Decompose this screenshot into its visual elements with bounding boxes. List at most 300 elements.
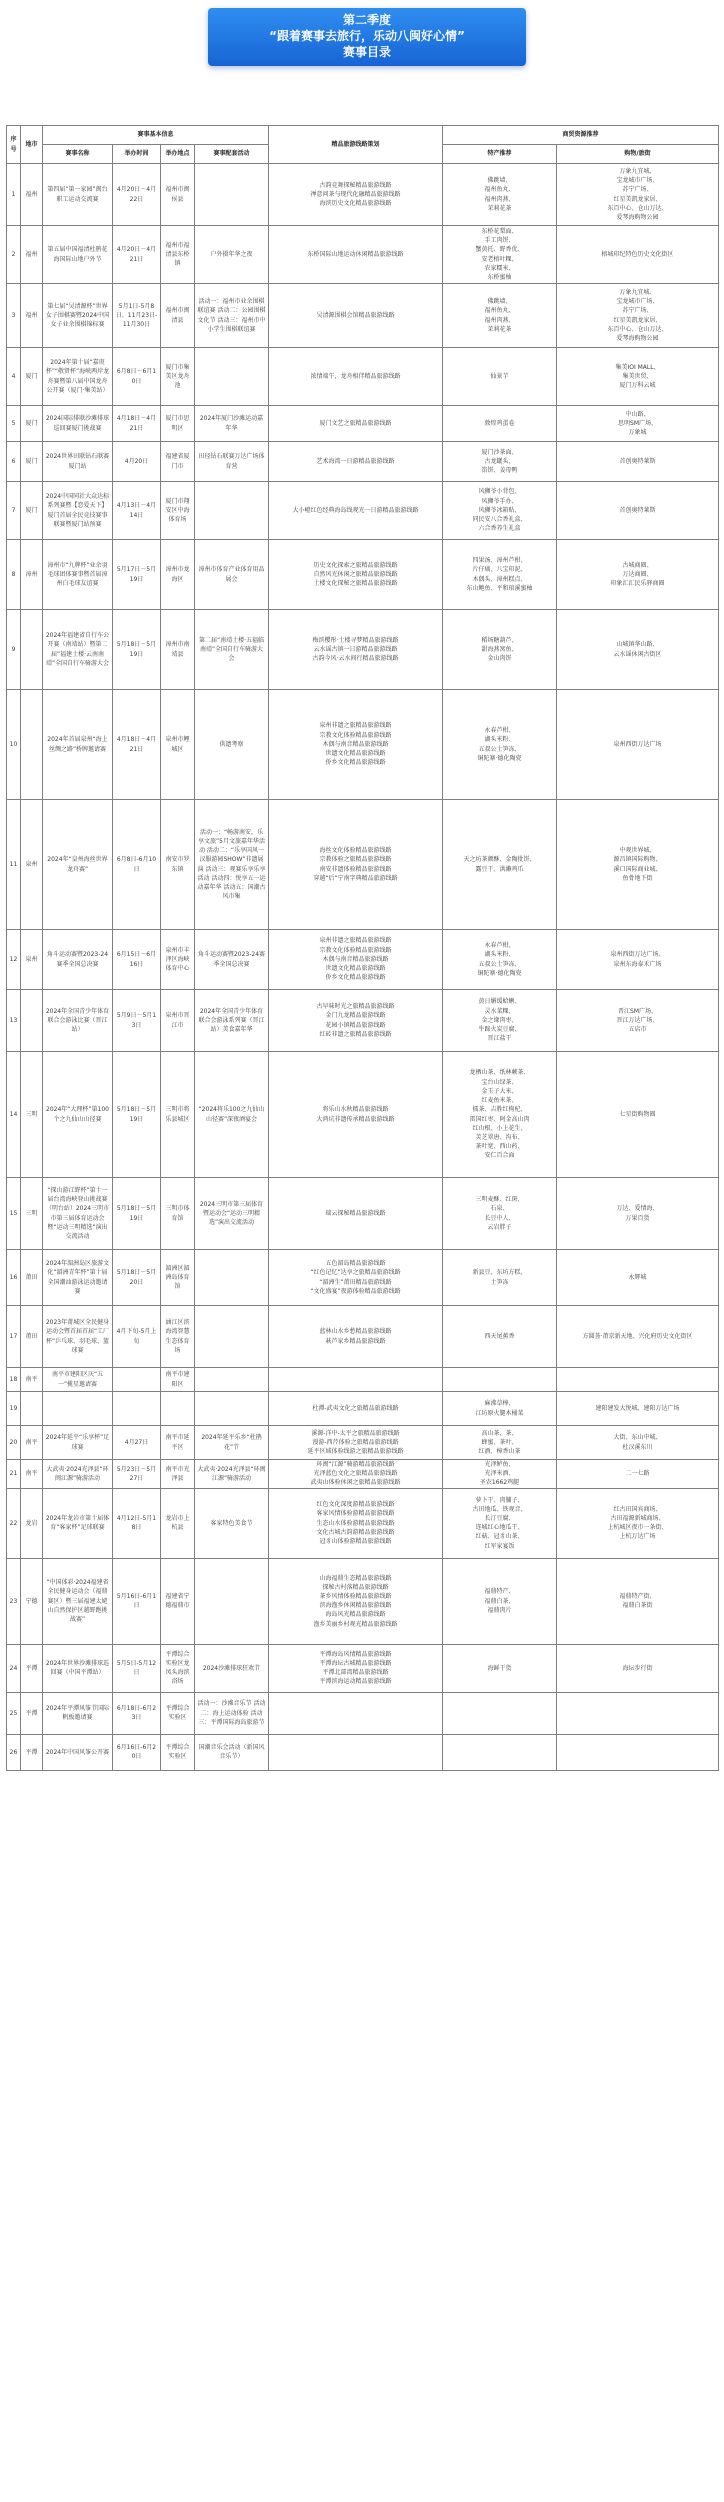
cell-route-line: 世遗文化精品旅游线路 <box>325 750 386 758</box>
cell-shopping-line: 万象九宜城、 <box>619 288 656 296</box>
cell-shopping <box>557 1052 719 1178</box>
header-place: 举办地点 <box>161 145 195 164</box>
cell-index: 12 <box>7 930 21 990</box>
cell-shopping-line: 集美IOI MALL、 <box>615 363 660 371</box>
cell-shopping-line: 鱼骨地下街 <box>622 874 653 882</box>
cell-index: 10 <box>7 690 21 800</box>
cell-route <box>269 1558 443 1644</box>
cell-products-line: 铜陀寨·德化陶瓷 <box>477 969 522 977</box>
cell-shopping-line: 永辉城 <box>628 1273 647 1281</box>
cell-route-line: 梅滨樱彤·土楼寻梦精品旅游线路 <box>312 636 399 644</box>
cell-name: 2024年中国风筝公开赛 <box>43 1734 113 1770</box>
cell-index: 25 <box>7 1692 21 1734</box>
page-header <box>0 8 724 80</box>
cell-products <box>443 482 557 540</box>
cell-products-line: 福州鱼丸、 <box>484 186 515 194</box>
cell-route-line: 红砖非遗之旅精品旅游线路 <box>319 1030 392 1038</box>
table-row <box>7 1644 719 1692</box>
cell-route-line: 大小嶝红色经典海岛线观光一日游精品旅游线路 <box>292 506 419 514</box>
cell-shopping-line: 爱琴海购物公园 <box>616 213 659 221</box>
cell-place: 漳州市龙海区 <box>161 540 195 610</box>
cell-route-line: 将乐山水秋精品旅游线路 <box>322 1106 389 1114</box>
cell-shopping-line: 红古田国宾商场、 <box>613 1505 662 1513</box>
cell-products <box>443 1460 557 1489</box>
cell-route <box>269 1368 443 1392</box>
header-name: 赛事名称 <box>43 145 113 164</box>
cell-products-line: 茉莉花茶 <box>487 204 512 212</box>
cell-route-line: 溪源-洋中-太平之旅精品旅游线路 <box>311 1429 400 1437</box>
cell-products-line: 擂茶、吉胜红枸杞、 <box>472 1106 527 1114</box>
cell-route <box>269 1178 443 1250</box>
cell-products-line: 厦门沙茶面、 <box>481 448 518 456</box>
cell-name: 漳州市“九牌杯”业余羽毛球团体赛事暨首届漳州白毛球友谊赛 <box>43 540 113 610</box>
cell-products-line: 晋江盐干 <box>487 1035 512 1043</box>
cell-city <box>21 610 43 690</box>
cell-time: 5月17日－5月19日 <box>113 540 161 610</box>
cell-products-line: 露豆干、洪濑鸡爪 <box>475 865 524 873</box>
cell-support <box>195 482 269 540</box>
table-row <box>7 284 719 348</box>
cell-products-line: 风狮爷冰箱贴、 <box>478 506 521 514</box>
table-row <box>7 1052 719 1178</box>
cell-products-line: 蜂蜜、茶叶、 <box>481 1438 518 1446</box>
table-row <box>7 482 719 540</box>
table-row <box>7 1306 719 1368</box>
cell-time: 5月23日－5月27日 <box>113 1460 161 1489</box>
table-row <box>7 1392 719 1426</box>
cell-support: 客家特色美食节 <box>195 1488 269 1558</box>
cell-products-line: 福州鱼丸、 <box>484 307 515 315</box>
cell-shopping <box>557 1306 719 1368</box>
cell-route-line: 延平区域体验线游之旅精品旅游线路 <box>307 1448 404 1456</box>
cell-shopping <box>557 1250 719 1306</box>
cell-route-line: 萩芦家乡精品旅游线路 <box>325 1337 386 1345</box>
cell-time: 5月18日－5月19日 <box>113 1052 161 1178</box>
cell-route-line: 茶乡风情体验精品旅游线路 <box>319 1592 392 1600</box>
cell-route-line: 古早味时光之旅精品旅游线路 <box>316 1003 395 1011</box>
cell-place: 泉州市晋江市 <box>161 990 195 1052</box>
cell-route-line: 东桥国际山地运动休闲精品旅游线路 <box>307 250 404 258</box>
cell-products-line: 馅饼、姜母鸭 <box>481 467 518 475</box>
cell-products-line: 云岩胖子 <box>487 1223 512 1231</box>
cell-time: 5月16日-6月1日 <box>113 1558 161 1644</box>
cell-shopping-line: 宝龙城市广场、 <box>616 177 659 185</box>
cell-support: 2024三明市第三届体育暨运动会“运动三明精选”演出交流活动 <box>195 1178 269 1250</box>
title-banner <box>208 8 526 66</box>
cell-products <box>443 1368 557 1392</box>
cell-route-line: 漫游-西芹体验之旅精品旅游线路 <box>312 1438 399 1446</box>
cell-route-line: 浓情端午，龙舟相伴精品旅游线路 <box>310 372 401 380</box>
cell-products-line: 茉莉花茶 <box>487 325 512 333</box>
table-row <box>7 1368 719 1392</box>
cell-products-line: 风狮爷小背包、 <box>478 488 521 496</box>
cell-route <box>269 406 443 442</box>
cell-support: 漳州市体育产业体育用品展会 <box>195 540 269 610</box>
cell-products-line: 五叔公土笋冻、 <box>478 960 521 968</box>
cell-shopping-line: 万象九宜城、 <box>619 167 656 175</box>
cell-place <box>161 1392 195 1426</box>
cell-name: 2023年莆城区全民健身运动会暨首届首届“工厂杯”乒乓球、羽毛球、篮球赛 <box>43 1306 113 1368</box>
cell-shopping-line: 杜汉溪东川 <box>622 1443 653 1451</box>
event-table <box>6 125 719 1771</box>
cell-shopping <box>557 800 719 930</box>
cell-support: 大武夷·2024光泽县“环闽江源”骑游活动 <box>195 1460 269 1489</box>
cell-route-line: 吴清源围棋会馆精品旅游线路 <box>316 311 395 319</box>
cell-index: 16 <box>7 1250 21 1306</box>
cell-time: 6月18日-6月23日 <box>113 1692 161 1734</box>
cell-shopping-line: 中山路、 <box>625 410 650 418</box>
cell-route-line: 海丝文化体验精品旅游线路 <box>319 847 392 855</box>
cell-shopping-line: 榕城印纪特色历史文化街区 <box>601 250 674 258</box>
cell-route-line: 光泽蓝色文化之旅精品旅游线路 <box>313 1470 398 1478</box>
table-row <box>7 1734 719 1770</box>
cell-place: 南安市罗东镇 <box>161 800 195 930</box>
cell-shopping <box>557 610 719 690</box>
cell-products <box>443 1692 557 1734</box>
cell-products-line: 天之坊茶颜酥、金陶批饼、 <box>463 856 536 864</box>
cell-time: 6月8日-6月10日 <box>113 800 161 930</box>
cell-shopping-line: 上杭城区夜市一条街、 <box>607 1524 668 1532</box>
cell-place: 福州市闽清县 <box>161 284 195 348</box>
cell-shopping-line: 苏宁广场、 <box>622 307 653 315</box>
cell-products-line: 红军家宴饭 <box>484 1542 515 1550</box>
cell-route-line: 侨乡文化精品旅游线路 <box>325 974 386 982</box>
header-city: 地市 <box>21 126 43 164</box>
cell-city: 平潭 <box>21 1692 43 1734</box>
cell-time: 4月27日 <box>113 1426 161 1460</box>
cell-shopping <box>557 226 719 284</box>
cell-support: 2024年延平乐乡“杜鹃花”节 <box>195 1426 269 1460</box>
cell-route <box>269 1052 443 1178</box>
cell-shopping-line: 建阳建发大悦城、建阳万达广场 <box>595 1404 680 1412</box>
cell-route-line: 环闽“江源”骑游精品旅游线路 <box>316 1461 395 1468</box>
cell-name: 2024年湄洲岛区旅游文化“湄洲青年杯”第十届全国潮汕游泳运动邀请赛 <box>43 1250 113 1306</box>
cell-products-line: 永春芦柑、 <box>484 942 515 950</box>
cell-name: 2024年“皇州海丝世界龙舟赛” <box>43 800 113 930</box>
cell-products-line: 木偶头、漳州糕点、 <box>472 575 527 583</box>
cell-route <box>269 1488 443 1558</box>
cell-shopping-line: 万象城 <box>628 429 647 437</box>
cell-products <box>443 1250 557 1306</box>
table-row <box>7 1426 719 1460</box>
cell-products-line: 农家糯米、 <box>484 264 515 272</box>
cell-index: 17 <box>7 1306 21 1368</box>
cell-name: 大武夷·2024光泽县“环闽江源”骑游活动 <box>43 1460 113 1489</box>
cell-products-line: 古田地瓜、铁观音、 <box>472 1505 527 1513</box>
cell-route <box>269 226 443 284</box>
cell-shopping-line: 爱琴海购物公园 <box>616 334 659 342</box>
cell-index: 3 <box>7 284 21 348</box>
cell-support <box>195 1558 269 1644</box>
table-row <box>7 1250 719 1306</box>
cell-time: 6月15日－6月16日 <box>113 930 161 990</box>
cell-name: 2024年首届泉州“海上丝绸之路”桥牌邀请赛 <box>43 690 113 800</box>
cell-support: 供遗考察 <box>195 690 269 800</box>
cell-index: 8 <box>7 540 21 610</box>
table-row <box>7 800 719 930</box>
cell-products-line: 蟹黄托、野香优、 <box>475 246 524 254</box>
cell-time: 5月9日－5月13日 <box>113 990 161 1052</box>
cell-route <box>269 540 443 610</box>
cell-products-line: 芙芝翠唐、沟布、 <box>475 1133 524 1141</box>
cell-shopping <box>557 164 719 226</box>
cell-name: “中国体彩·2024福建省全民健身运动会（福鼎赛区）暨三届福建太姥山自然保护区越野跑挑战赛” <box>43 1558 113 1644</box>
cell-route-line: 渔乡美丽乡村观光精品旅游线路 <box>313 1620 398 1628</box>
cell-products <box>443 164 557 226</box>
table-row <box>7 540 719 610</box>
cell-city: 漳州 <box>21 540 43 610</box>
cell-index: 7 <box>7 482 21 540</box>
cell-route-line: 生态山水体验游精品旅游线路 <box>316 1519 395 1527</box>
cell-index: 9 <box>7 610 21 690</box>
cell-route-line: 自然风光休闲之旅精品旅游线路 <box>313 570 398 578</box>
cell-support: 角斗运动赛暨2023-24赛季全国总决赛 <box>195 930 269 990</box>
cell-name: 2024年延平“乐享杯”足球赛 <box>43 1426 113 1460</box>
cell-products-line: 福鼎肉片 <box>487 1606 512 1614</box>
cell-products <box>443 930 557 990</box>
cell-products-line: 湖头米粉、 <box>484 736 515 744</box>
table-row <box>7 1178 719 1250</box>
cell-shopping <box>557 1692 719 1734</box>
cell-name: 角斗运动赛暨2023-24赛季全国总决赛 <box>43 930 113 990</box>
cell-products <box>443 1644 557 1692</box>
cell-route-line: 平潭海岛风情精品旅游线路 <box>319 1650 392 1658</box>
cell-products <box>443 1306 557 1368</box>
cell-route-line: 客家风情体验游精品旅游线路 <box>316 1510 395 1518</box>
cell-shopping <box>557 1644 719 1692</box>
cell-support <box>195 1392 269 1426</box>
cell-products <box>443 540 557 610</box>
cell-route-line: 海滨历史文化精品旅游线路 <box>319 200 392 208</box>
table-row <box>7 226 719 284</box>
table-row <box>7 406 719 442</box>
cell-city: 厦门 <box>21 348 43 406</box>
table-row <box>7 690 719 800</box>
cell-products-line: 金之缘肉枣、 <box>481 1016 518 1024</box>
cell-place: 泉州市鲤城区 <box>161 690 195 800</box>
cell-city: 泉州 <box>21 800 43 930</box>
cell-route-line: “红色记忆”达享之旅精品旅游线路 <box>310 1269 401 1277</box>
cell-place: 平潭综合实验区 <box>161 1734 195 1770</box>
cell-route-line: 平潭滨海运动精品旅游线路 <box>319 1678 392 1686</box>
cell-shopping-line: 方圆荟·莆京新天地、兴化府历史文化街区 <box>582 1332 693 1340</box>
cell-products <box>443 1392 557 1426</box>
cell-shopping-line: 首创奥特莱斯 <box>619 506 656 514</box>
cell-city: 南平 <box>21 1426 43 1460</box>
cell-index: 13 <box>7 990 21 1052</box>
cell-name <box>43 1392 113 1426</box>
cell-route-line: 古韵竞舞探秘精品旅游线路 <box>319 181 392 189</box>
cell-shopping-line: 红星美凯龙家居、 <box>613 316 662 324</box>
cell-shopping-line: 泉州东海泰禾广场 <box>613 960 662 968</box>
cell-time: 4月18日－4月21日 <box>113 690 161 800</box>
cell-route-line: 宗教文化体验精品旅游线路 <box>319 946 392 954</box>
cell-shopping-line: 万达商圈、 <box>622 570 653 578</box>
cell-products-line: 石泉、 <box>490 1205 509 1213</box>
cell-shopping-line: 二一七路 <box>625 1470 650 1478</box>
cell-name: 2024世界田联钻石联赛厦门站 <box>43 442 113 482</box>
cell-products-line: 麻沸草棒、 <box>484 1400 515 1408</box>
cell-shopping <box>557 930 719 990</box>
cell-route <box>269 610 443 690</box>
cell-name: 第四届“第一家园”闽台职工运动交流赛 <box>43 164 113 226</box>
header-event-group: 赛事基本信息 <box>43 126 269 145</box>
cell-place: 平潭综合实验区龙凤头海滨浴场 <box>161 1644 195 1692</box>
cell-support <box>195 1250 269 1306</box>
cell-name: 第七届“吴清源杯”世界女子围棋赛暨2024中国女子业余围棋锦标赛 <box>43 284 113 348</box>
cell-route-line: 大鸿坑非遗传承精品旅游线路 <box>316 1115 395 1123</box>
cell-route-line: 五色湄岛精品旅游线路 <box>325 1260 386 1268</box>
cell-route <box>269 1306 443 1368</box>
cell-shopping-line: 晋江SM广场、 <box>618 1007 658 1015</box>
cell-place: 福州市福清县东桥镇 <box>161 226 195 284</box>
cell-shopping-line: 福鼎白茶街 <box>622 1602 653 1610</box>
cell-products-line: 圣农1662鸡腿 <box>479 1479 520 1487</box>
cell-support: 田径钻石联赛万达广场体育营 <box>195 442 269 482</box>
cell-index: 11 <box>7 800 21 930</box>
header-route: 精品旅游线路策划 <box>269 126 443 164</box>
cell-time <box>113 1368 161 1392</box>
cell-route-line: 文化古城古韵游精品旅游线路 <box>316 1528 395 1536</box>
cell-route-line: 宗教体验之旅精品旅游线路 <box>319 856 392 864</box>
cell-time: 4月20日 <box>113 442 161 482</box>
cell-route <box>269 482 443 540</box>
cell-products <box>443 610 557 690</box>
cell-support <box>195 164 269 226</box>
cell-products-line: 福鼎白茶、 <box>484 1597 515 1605</box>
cell-route-line: 土楼文化探秘之旅精品旅游线路 <box>313 580 398 588</box>
header-shopping: 购物/旅街 <box>557 145 719 164</box>
cell-products <box>443 406 557 442</box>
cell-city: 莆田 <box>21 1250 43 1306</box>
cell-shopping-line: 福鼎特产街、 <box>619 1592 656 1600</box>
cell-route-line: 南安非遗体验精品旅游线路 <box>319 865 392 873</box>
cell-shopping-line: 印象汇汇民乐驿商圈 <box>610 580 665 588</box>
cell-products-line: 湖头米粉、 <box>484 951 515 959</box>
cell-name: 2024年福建省自行车公开赛（南靖站）暨第二届“福建土楼·云南南靖”全国自行车骑游大会 <box>43 610 113 690</box>
cell-products-line: 黄日媚缓蛤蜊、 <box>478 998 521 1006</box>
cell-route-line: 蓝林山水乡愁精品旅游线路 <box>319 1328 392 1336</box>
cell-shopping <box>557 1178 719 1250</box>
cell-index: 26 <box>7 1734 21 1770</box>
cell-support: 活动一：沙滩音乐节 活动二：海上运动体验 活动三：平潭国际海岛旅游节 <box>195 1692 269 1734</box>
cell-city: 福州 <box>21 284 43 348</box>
cell-products-line: 四果汤、漳州芦柑、 <box>472 557 527 565</box>
cell-route <box>269 1692 443 1734</box>
cell-time: 4月18日－4月21日 <box>113 406 161 442</box>
cell-route <box>269 1426 443 1460</box>
table-row <box>7 990 719 1052</box>
cell-shopping-line: 溪口国际商业城、 <box>613 865 662 873</box>
cell-time: 5月18日－5月19日 <box>113 1178 161 1250</box>
cell-index: 19 <box>7 1392 21 1426</box>
cell-products-line: 红菇、冠豸山茶、 <box>475 1533 524 1541</box>
cell-city: 福州 <box>21 226 43 284</box>
cell-shopping-line: 厦门万科云城 <box>619 382 656 390</box>
cell-route-line: 艺术海湾一日游精品旅游线路 <box>316 457 395 465</box>
cell-shopping-line: 万达、爱情海、 <box>616 1205 659 1213</box>
cell-route-line: 泉州非遗之旅精品旅游线路 <box>319 722 392 730</box>
table-row <box>7 1692 719 1734</box>
cell-shopping-line: 首创奥特莱斯 <box>619 457 656 465</box>
cell-products-line: 龙栖山茶、纸林蕨茶、 <box>469 1069 530 1077</box>
header-products: 特产推荐 <box>443 145 557 164</box>
cell-index: 6 <box>7 442 21 482</box>
cell-route-line: 海岛风光精品旅游线路 <box>325 1611 386 1619</box>
cell-products-line: 敦煌鸡蛋卷 <box>484 419 515 427</box>
cell-products-line: 五叔公土笋冻、 <box>478 745 521 753</box>
cell-route <box>269 1250 443 1306</box>
cell-support: 2024沙滩排球狂欢节 <box>195 1644 269 1692</box>
cell-city <box>21 690 43 800</box>
header-support: 赛事配套活动 <box>195 145 269 164</box>
cell-place: 厦门市翔安区中海体育场 <box>161 482 195 540</box>
cell-products-line: 三明麦酥、红斑、 <box>475 1196 524 1204</box>
cell-route-line: 厦门文艺之旅精品旅游线路 <box>319 419 392 427</box>
cell-route <box>269 348 443 406</box>
table-row <box>7 1558 719 1644</box>
cell-shopping <box>557 1488 719 1558</box>
table-row <box>7 164 719 226</box>
table-row <box>7 442 719 482</box>
cell-products <box>443 690 557 800</box>
cell-city: 泉州 <box>21 930 43 990</box>
cell-products-line: 连城红心地瓜干、 <box>475 1524 524 1532</box>
cell-city: 福州 <box>21 164 43 226</box>
cell-shopping <box>557 482 719 540</box>
cell-route-line: 泉州非遗之旅精品旅游线路 <box>319 937 392 945</box>
cell-name: 2024年“大理杯”第100个之九仙山山径赛 <box>43 1052 113 1178</box>
cell-products-line: 东桥蜜柚 <box>487 273 512 281</box>
cell-products-line: 光泽米酒、 <box>484 1470 515 1478</box>
cell-products-line: 安仁百合面 <box>484 1152 515 1160</box>
cell-support: 户外摄年华之夜 <box>195 226 269 284</box>
cell-products-line: 同民安八合香礼盒、 <box>472 516 527 524</box>
cell-route <box>269 800 443 930</box>
cell-time: 5月5日-5月12日 <box>113 1644 161 1692</box>
cell-support: 国潮音乐会活动（新国风音乐节） <box>195 1734 269 1770</box>
cell-shopping <box>557 1368 719 1392</box>
cell-place: 福建省厦门市 <box>161 442 195 482</box>
cell-shopping-line: 东百中心、仓山万达、 <box>607 204 668 212</box>
cell-city: 龙岩 <box>21 1488 43 1558</box>
cell-index: 24 <box>7 1644 21 1692</box>
cell-products-line: 江坊原火腿木桶菜 <box>475 1409 524 1417</box>
cell-route <box>269 930 443 990</box>
cell-route-line: 禅意问茶与现代化融精品旅游线路 <box>310 190 401 198</box>
cell-products <box>443 1178 557 1250</box>
cell-products-line: 片仔癀、八宝印泥、 <box>472 566 527 574</box>
cell-products-line: 福鼎特产、 <box>484 1588 515 1596</box>
cell-place: 平潭综合实验区 <box>161 1692 195 1734</box>
cell-shopping-line: 苏宁广场、 <box>622 186 653 194</box>
cell-place: 三明市将乐县城区 <box>161 1052 195 1178</box>
cell-name: 2024年全国青少年体育联合会游泳比赛（晋江站） <box>43 990 113 1052</box>
cell-place: 南平市建阳区 <box>161 1368 195 1392</box>
cell-index: 15 <box>7 1178 21 1250</box>
cell-products-line: 铜陀寨·德化陶瓷 <box>477 754 522 762</box>
cell-time: 6月8日－6月10日 <box>113 348 161 406</box>
cell-city: 厦门 <box>21 442 43 482</box>
cell-name: 2024年第十届“嘉庚杯”“敬贤杯”海峡两岸龙舟赛暨第八届中国龙舟公开赛（厦门·集美站） <box>43 348 113 406</box>
cell-index: 18 <box>7 1368 21 1392</box>
cell-place: 三明市体育馆 <box>161 1178 195 1250</box>
cell-products-line: 灵水菜粿、 <box>484 1007 515 1015</box>
cell-route <box>269 442 443 482</box>
table-row <box>7 610 719 690</box>
cell-city: 三明 <box>21 1052 43 1178</box>
cell-products-line: 土笋冻 <box>490 1278 509 1286</box>
